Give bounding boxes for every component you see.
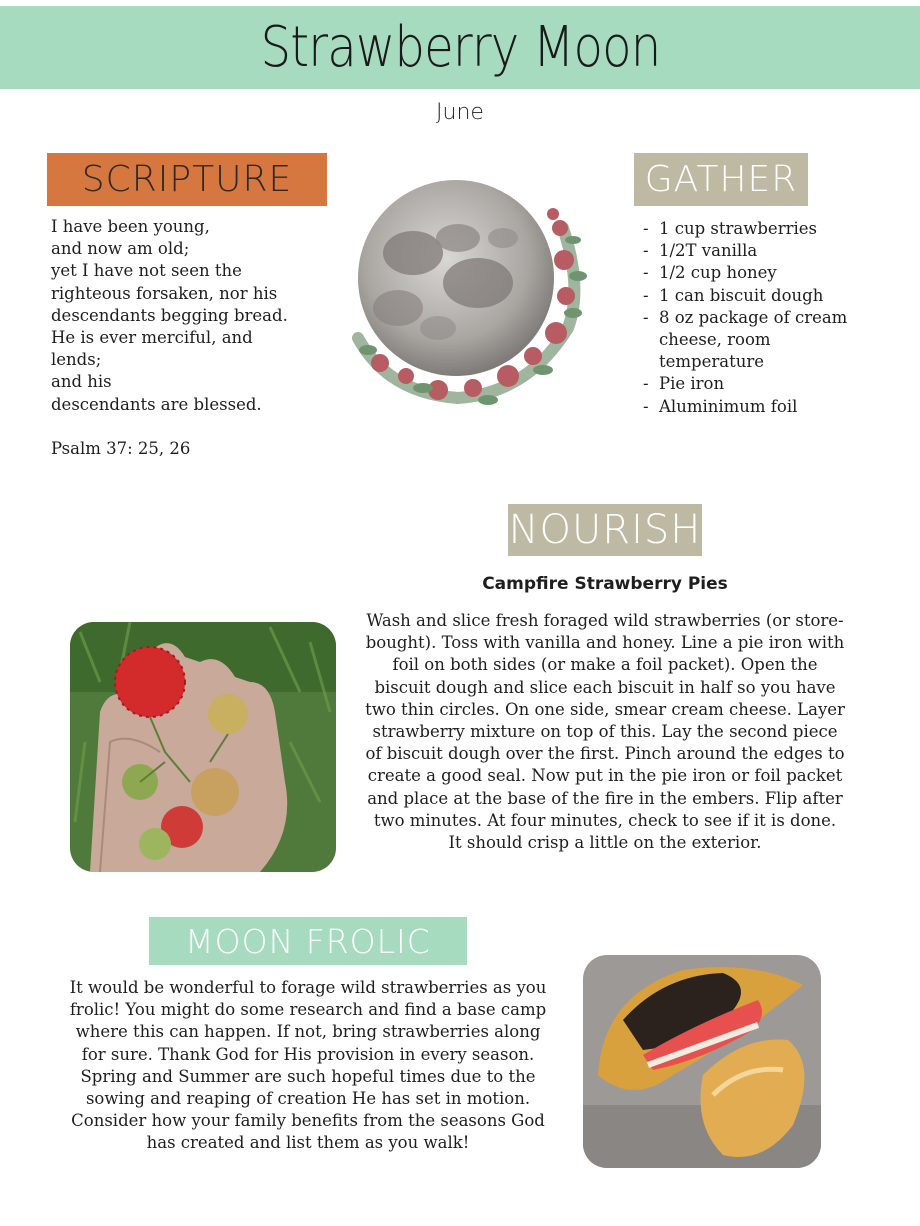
scripture-reference: Psalm 37: 25, 26 <box>51 438 191 458</box>
moon-frolic-label: MOON FROLIC <box>149 917 467 965</box>
wild-strawberries-in-hand-photo-icon <box>70 622 336 872</box>
title-banner <box>0 6 920 89</box>
scripture-line: and his <box>51 372 112 392</box>
scripture-line: yet I have not seen the <box>51 261 242 281</box>
ingredient-item: - 1 cup strawberries <box>643 218 859 240</box>
ingredient-item: - 8 oz package of cream cheese, room temperature <box>643 307 859 374</box>
ingredient-item: - Pie iron <box>643 373 859 395</box>
scripture-text <box>51 216 326 460</box>
wild-strawberries-photo <box>70 622 336 872</box>
scripture-line: He is ever merciful, and <box>51 328 253 348</box>
scripture-line: lends; <box>51 350 102 370</box>
ingredient-item: - Aluminimum foil <box>643 396 859 418</box>
month-label: June <box>436 100 484 125</box>
page-title: Strawberry Moon <box>260 15 660 80</box>
scripture-line: and now am old; <box>51 239 190 259</box>
scripture-line: descendants begging bread. <box>51 305 288 325</box>
moon-frolic-text: It would be wonderful to forage wild strawberries as you frolic! You might do some research and find a base camp where this can happen. If not, bring strawberries along for sure. Thank God for His provision in every season. Spring and Summer are such hopeful times due to the sowing and reaping of creation He has set in motion. Consider how your family benefits from the seasons God has created and list them as you walk! <box>69 978 547 1153</box>
scripture-line: righteous forsaken, nor his <box>51 283 278 303</box>
moon-illustration <box>328 178 608 428</box>
strawberry-pie-photo <box>583 955 821 1168</box>
full-moon-icon <box>328 178 608 428</box>
scripture-line: I have been young, <box>51 217 210 236</box>
campfire-strawberry-pie-photo-icon <box>583 955 821 1168</box>
ingredient-list <box>643 218 913 418</box>
scripture-line: descendants are blessed. <box>51 394 262 414</box>
recipe-title: Campfire Strawberry Pies <box>482 574 728 594</box>
nourish-label: NOURISH <box>508 504 702 556</box>
scripture-label: SCRIPTURE <box>47 153 327 206</box>
recipe-instructions: Wash and slice fresh foraged wild strawberries (or store-bought). Toss with vanilla and honey. Line a pie iron with foil on both sides (or make a foil packet). Open the biscuit dough and slice each biscuit in half so you have two thin circles. On one side, smear cream cheese. Layer strawberry mixture on top of this. Lay the second piece of biscuit dough over the first. Pinch around the edges to create a good seal. Now put in the pie iron or foil packet and place at the base of the fire in the embers. Flip after two minutes. At four minutes, check to see if it is done. It should crisp a little on the exterior. <box>365 611 845 853</box>
ingredient-item: - 1/2T vanilla <box>643 240 859 262</box>
gather-label: GATHER <box>634 153 808 206</box>
ingredient-item: - 1/2 cup honey <box>643 262 859 284</box>
ingredient-item: - 1 can biscuit dough <box>643 285 859 307</box>
